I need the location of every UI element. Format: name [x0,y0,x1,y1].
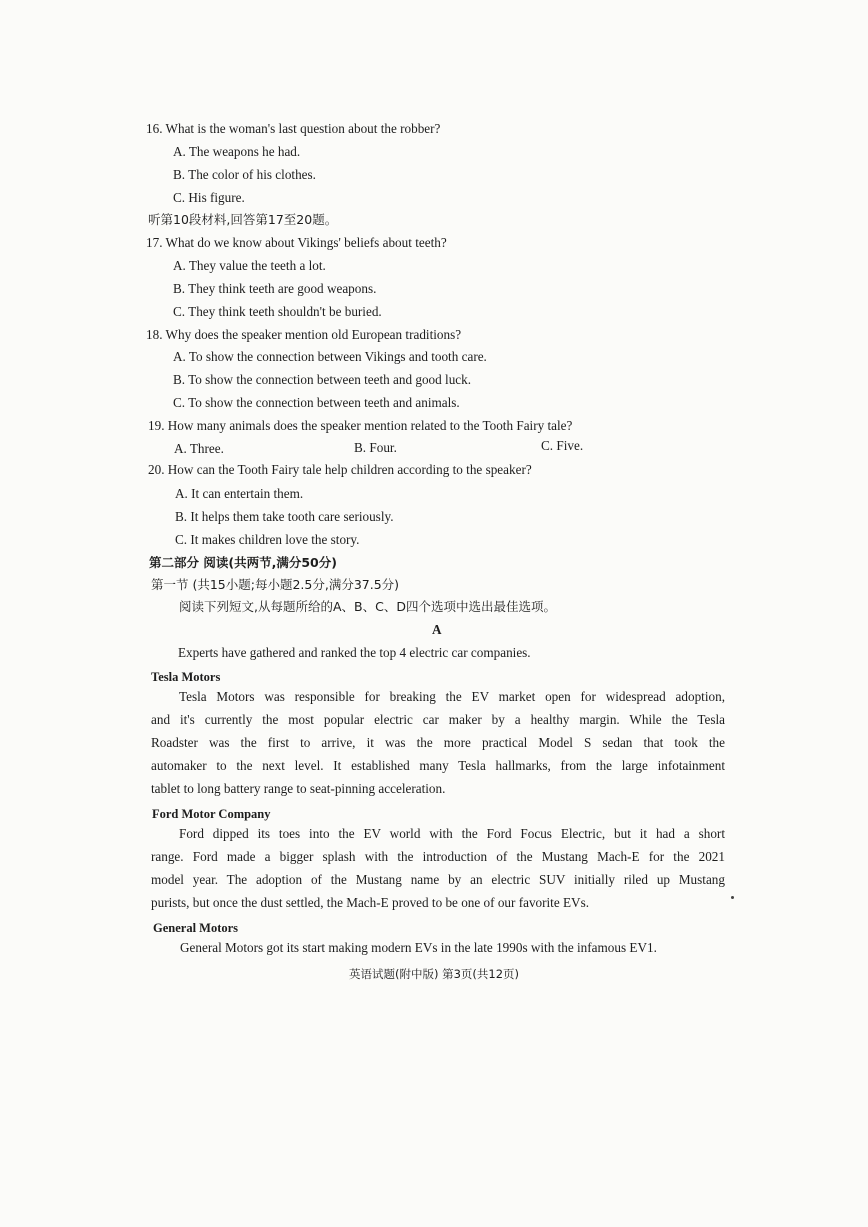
question-18-option-a: A. To show the connection between Vikings and tooth care. [173,349,487,364]
paragraph-line: Tesla Motors was responsible for breaking the EV market open for widespread adoption, [179,689,725,704]
question-19-option-b: B. Four. [354,440,397,455]
question-17-option-b: B. They think teeth are good weapons. [173,281,377,296]
paragraph-line: range. Ford made a bigger splash with the introduction of the Mustang Mach-E for the 2021 [151,849,725,864]
question-16-option-b: B. The color of his clothes. [173,167,316,182]
question-17-option-a: A. They value the teeth a lot. [173,258,326,273]
question-20-option-b: B. It helps them take tooth care seriously. [175,509,394,524]
listening-instruction: 听第10段材料,回答第17至20题。 [148,212,338,227]
question-19-option-a: A. Three. [174,441,224,456]
question-20-option-c: C. It makes children love the story. [175,532,360,547]
paragraph-line: model year. The adoption of the Mustang name by an electric SUV initially riled up Mustang [151,872,725,887]
reading-instruction: 阅读下列短文,从每题所给的A、B、C、D四个选项中选出最佳选项。 [179,599,556,614]
heading-general-motors: General Motors [153,921,239,935]
part-two-heading: 第二部分 阅读(共两节,满分50分) [149,555,337,570]
passage-label: A [432,622,442,637]
paragraph-line: automaker to the next level. It established many Tesla hallmarks, from the large infotainment [151,758,725,773]
question-19-stem: 19. How many animals does the speaker mention related to the Tooth Fairy tale? [148,418,573,433]
question-16-option-a: A. The weapons he had. [173,144,301,159]
question-16-option-c: C. His figure. [173,190,245,205]
paragraph-line: Ford dipped its toes into the EV world with the Ford Focus Electric, but it had a short [179,826,725,841]
question-17-stem: 17. What do we know about Vikings' beliefs about teeth? [146,235,447,250]
passage-intro: Experts have gathered and ranked the top 4 electric car companies. [178,645,531,660]
paragraph-line: purists, but once the dust settled, the Mach-E proved to be one of our favorite EVs. [151,895,590,910]
question-18-stem: 18. Why does the speaker mention old European traditions? [146,327,462,342]
question-17-option-c: C. They think teeth shouldn't be buried. [173,304,382,319]
question-18-option-b: B. To show the connection between teeth and good luck. [173,372,472,387]
question-18-option-c: C. To show the connection between teeth and animals. [173,395,460,410]
question-20-stem: 20. How can the Tooth Fairy tale help children according to the speaker? [148,462,532,477]
scan-speck [731,896,734,899]
question-16-stem: 16. What is the woman's last question about the robber? [146,121,441,136]
paragraph-line: and it's currently the most popular electric car maker by a healthy margin. While the Tesla [151,712,725,727]
question-20-option-a: A. It can entertain them. [175,486,304,501]
paragraph-line: tablet to long battery range to seat-pinning acceleration. [151,781,446,796]
heading-ford: Ford Motor Company [152,807,271,821]
page-footer: 英语试题(附中版) 第3页(共12页) [348,967,520,981]
question-19-option-c: C. Five. [541,438,584,453]
paragraph-line: General Motors got its start making modern EVs in the late 1990s with the infamous EV1. [180,940,657,955]
subsection-one-heading: 第一节 (共15小题;每小题2.5分,满分37.5分) [151,577,400,592]
heading-tesla: Tesla Motors [151,670,221,684]
paragraph-line: Roadster was the first to arrive, it was the more practical Model S sedan that took the [151,735,725,750]
